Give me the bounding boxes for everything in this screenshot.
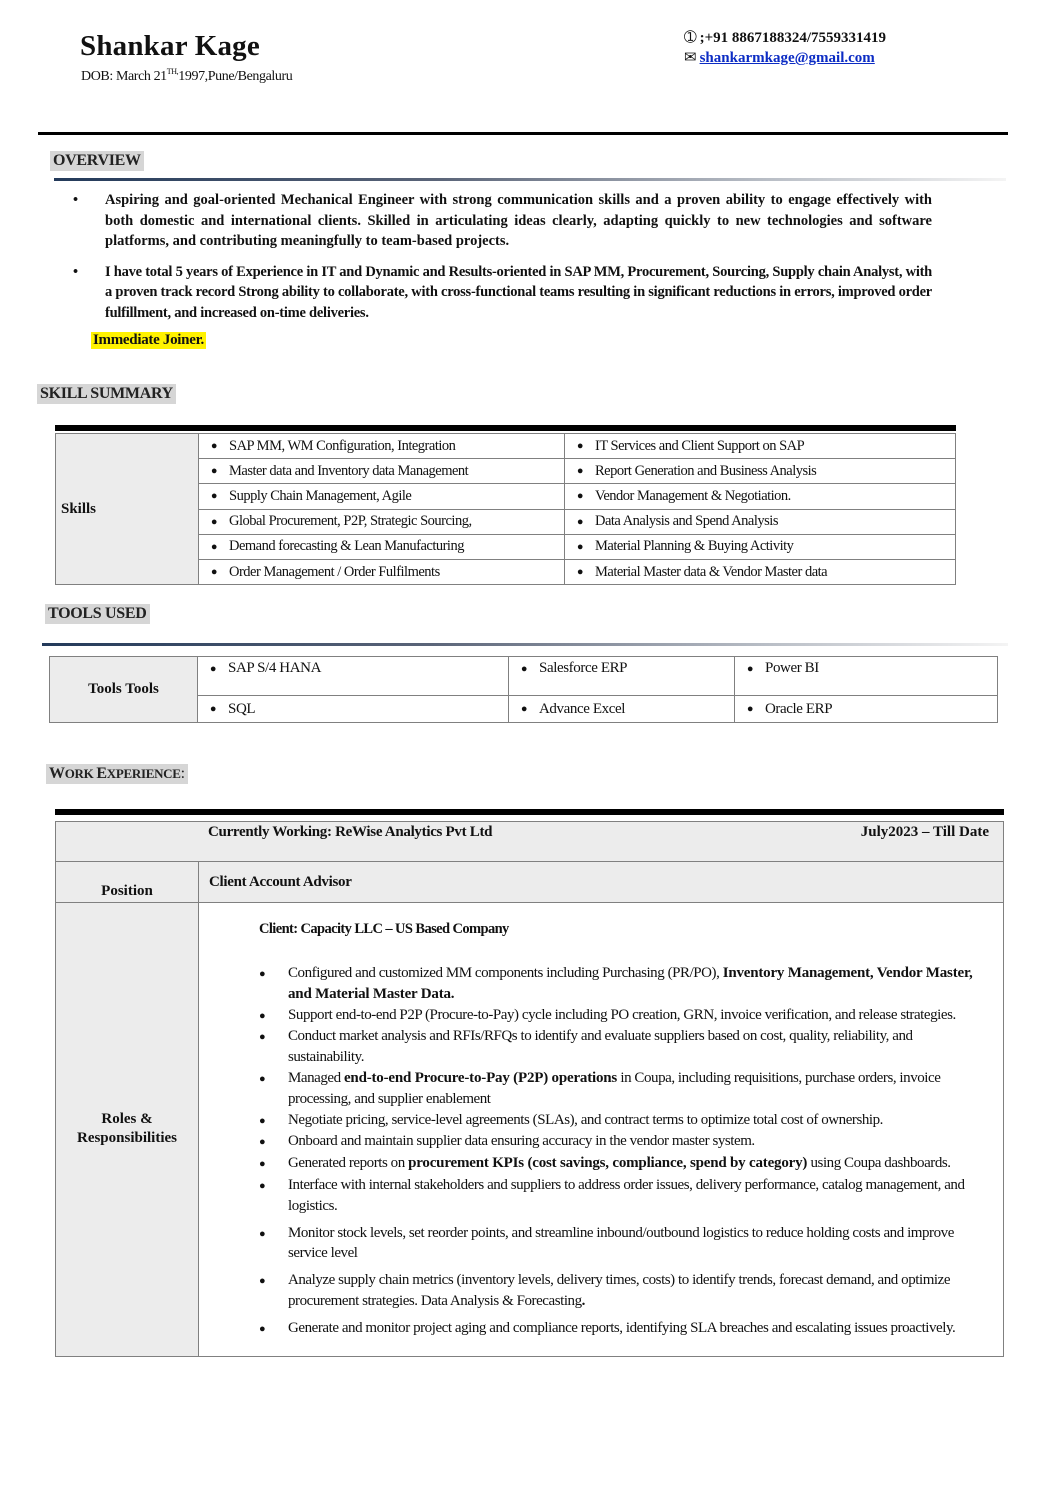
responsibility-text-part: Generated reports on (288, 1155, 409, 1172)
responsibility-text-part: using Coupa dashboards. (807, 1155, 951, 1172)
bullet-icon: • (73, 192, 79, 208)
responsibilities-list (259, 963, 973, 1340)
responsibility-text-part: Onboard and maintain supplier data ensuring accuracy in the vendor master system. (288, 1133, 755, 1150)
skill-text: Global Procurement, P2P, Strategic Sourcing, (229, 513, 472, 530)
skill-cell (199, 534, 565, 559)
heading-letter: E (96, 765, 107, 782)
skill-text: Material Planning & Buying Activity (595, 538, 794, 555)
skill-cell (199, 434, 565, 459)
phone-icon: ➀ (684, 30, 697, 46)
bullet-icon: ● (259, 1136, 266, 1149)
tool-text: SQL (228, 700, 256, 717)
responsibility-text-part: Interface with internal stakeholders and suppliers to address order issues, delivery performance, catalog management, and logistics. (288, 1176, 965, 1214)
responsibility-text-part: Managed (288, 1069, 344, 1086)
responsibility-text-part: Monitor stock levels, set reorder points, and streamline inbound/outbound logistics to reduce holding costs and improve service level (288, 1224, 954, 1262)
candidate-name: Shankar Kage (80, 30, 260, 62)
skills-table (55, 433, 956, 585)
responsibility-text-part: Support end-to-end P2P (Procure-to-Pay) cycle including PO creation, GRN, invoice verification, and release strategies. (288, 1006, 956, 1023)
contact-block (684, 28, 886, 68)
bullet-icon: ● (576, 440, 584, 453)
bullet-icon: ● (259, 1072, 266, 1085)
tools-label: Tools Tools (50, 657, 198, 723)
dob-prefix: DOB: March 21 (81, 69, 167, 84)
bullet-icon: ● (209, 662, 217, 675)
responsibility-text (288, 1153, 973, 1175)
responsibility-text (288, 1270, 973, 1312)
roles-label (56, 1110, 198, 1148)
bullet-icon: ● (259, 1179, 266, 1192)
responsibility-text-part: Configured and customized MM components including Purchasing (PR/PO), (288, 965, 723, 981)
responsibility-text (288, 963, 973, 1005)
roles-label-cell (56, 903, 199, 1357)
bullet-icon: ● (259, 1322, 266, 1335)
responsibility-text (288, 1026, 973, 1068)
position-row (56, 862, 1004, 903)
bullet-icon: ● (259, 1158, 266, 1171)
bullet-icon: ● (259, 1275, 266, 1288)
skill-cell (565, 459, 956, 484)
envelope-icon: ✉ (684, 50, 697, 66)
bullet-icon: ● (210, 465, 218, 478)
bullet-icon: ● (209, 703, 217, 715)
tools-table (49, 656, 998, 723)
availability-badge: Immediate Joiner. (93, 332, 204, 348)
phone-row (684, 28, 886, 48)
heading-part: ORK (64, 766, 97, 781)
skill-text: Vendor Management & Negotiation. (595, 487, 791, 504)
skill-cell (565, 434, 956, 459)
tools-heading: TOOLS USED (45, 604, 150, 624)
bullet-icon: ● (210, 490, 218, 503)
experience-rule (55, 809, 1004, 815)
skill-cell (199, 559, 565, 584)
overview-heading: OVERVIEW (50, 151, 144, 171)
dob-suffix: 1997,Pune/Bengaluru (178, 69, 293, 84)
tool-cell (198, 696, 509, 723)
email-row (684, 48, 886, 68)
responsibility-item (259, 1026, 973, 1068)
bullet-icon: ● (259, 1031, 266, 1044)
header-divider (38, 132, 1008, 135)
responsibility-bold-part: procurement KPIs (cost savings, compliance, spend by category) (408, 1155, 808, 1172)
responsibility-text (288, 1110, 973, 1132)
responsibility-text (288, 1068, 973, 1110)
skill-text: SAP MM, WM Configuration, Integration (229, 437, 456, 454)
date-of-birth-location (81, 69, 292, 85)
tool-text: SAP S/4 HANA (228, 660, 322, 676)
skill-text: Data Analysis and Spend Analysis (595, 513, 778, 530)
tool-text: Advance Excel (539, 700, 626, 717)
responsibility-item (259, 963, 973, 1005)
responsibility-text-part: Negotiate pricing, service-level agreements (SLAs), and contract terms to optimize total cost of ownership. (288, 1111, 883, 1128)
overview-item (70, 190, 932, 252)
skill-cell (565, 559, 956, 584)
experience-table (55, 821, 1004, 1357)
email-link[interactable]: shankarmkage@gmail.com (699, 50, 875, 66)
company-cell (56, 822, 1004, 862)
position-title: Client Account Advisor (199, 862, 1004, 903)
responsibility-text-part: in Coupa, including requisitions, purchase orders, invoice processing, and supplier enablement (288, 1069, 941, 1107)
skill-cell (565, 509, 956, 534)
skill-cell (199, 509, 565, 534)
skill-cell (199, 484, 565, 509)
responsibility-item (259, 1131, 973, 1153)
bullet-icon: ● (259, 1114, 266, 1127)
work-experience-heading (46, 764, 188, 784)
tool-cell (735, 657, 998, 696)
tools-row (50, 657, 998, 696)
bullet-icon: ● (259, 1227, 266, 1240)
responsibility-item (259, 1318, 973, 1340)
responsibility-text (288, 1175, 973, 1217)
responsibility-text (288, 1131, 973, 1153)
skill-cell (565, 484, 956, 509)
overview-rule (54, 178, 1006, 181)
phone-number: ;+91 8867188324/7559331419 (699, 30, 887, 46)
heading-colon: : (180, 765, 185, 782)
overview-list (70, 190, 932, 333)
bullet-icon: ● (259, 1009, 266, 1022)
skills-label: Skills (56, 434, 199, 585)
tool-text: Power BI (765, 660, 819, 676)
heading-part: XPERIENCE (106, 766, 181, 781)
responsibility-item (259, 1175, 973, 1217)
skill-cell (199, 459, 565, 484)
bullet-icon: ● (520, 662, 528, 675)
tools-rule (42, 643, 1008, 646)
responsibility-item (259, 1223, 973, 1265)
bullet-icon: ● (210, 515, 218, 528)
bullet-icon: ● (576, 515, 584, 528)
client-name: Client: Capacity LLC – US Based Company (259, 921, 509, 937)
responsibilities-row (56, 903, 1004, 1357)
responsibility-bold-part: end-to-end Procure-to-Pay (P2P) operations (343, 1069, 618, 1086)
tool-cell (735, 696, 998, 723)
skill-text: Report Generation and Business Analysis (595, 462, 817, 479)
heading-letter: W (49, 765, 65, 782)
overview-item (70, 262, 932, 324)
employment-dates: July2023 – Till Date (860, 824, 989, 840)
bullet-icon: ● (210, 440, 218, 453)
bullet-icon: ● (576, 490, 584, 503)
bullet-icon: ● (746, 662, 754, 675)
skill-text: Order Management / Order Fulfilments (229, 563, 440, 580)
position-label: Position (56, 862, 199, 903)
responsibility-text-part: Conduct market analysis and RFIs/RFQs to identify and evaluate suppliers based on cost, quality, reliability, and sustainability. (288, 1028, 913, 1066)
tool-cell (198, 657, 509, 696)
company-name: Currently Working: ReWise Analytics Pvt Ltd (208, 824, 493, 840)
bullet-icon: ● (576, 540, 584, 553)
bullet-icon: ● (210, 566, 218, 579)
skill-summary-heading: SKILL SUMMARY (37, 384, 176, 404)
skill-text: Supply Chain Management, Agile (229, 487, 412, 504)
overview-text: I have total 5 years of Experience in IT and Dynamic and Results-oriented in SAP MM, Procurement, Sourcing, Supply chain Analyst, with a proven track record Strong ability to collaborate, with cross-functional teams resulting in significant reductions in errors, improved order fulfillment, and increased on-time deliveries. (105, 263, 932, 321)
dob-superscript: TH, (166, 67, 179, 76)
bullet-icon: ● (576, 465, 584, 478)
responsibilities-cell (199, 903, 1004, 1357)
responsibility-item (259, 1270, 973, 1312)
bullet-icon: • (73, 263, 79, 280)
bullet-icon: ● (746, 703, 754, 715)
responsibility-bold-part: . (581, 1292, 586, 1309)
company-row (56, 822, 1004, 862)
responsibility-text (288, 1223, 973, 1265)
roles-label-line: Roles & (101, 1111, 153, 1128)
skill-text: Master data and Inventory data Management (229, 462, 469, 479)
tool-text: Oracle ERP (765, 700, 833, 717)
tool-text: Salesforce ERP (539, 660, 628, 676)
bullet-icon: ● (259, 968, 266, 980)
responsibility-text (288, 1005, 973, 1027)
skill-text: Demand forecasting & Lean Manufacturing (229, 538, 464, 555)
responsibility-bold-part: Inventory Management, Vendor Master, and Material Master Data. (288, 965, 973, 1002)
responsibility-item (259, 1153, 973, 1175)
responsibility-text (288, 1318, 973, 1340)
tool-cell (509, 696, 735, 723)
responsibility-text-part: Analyze supply chain metrics (inventory levels, delivery times, costs) to identify trends, forecast demand, and optimize procurement strategies. Data Analysis & Forecasting (288, 1272, 951, 1309)
overview-text: Aspiring and goal-oriented Mechanical Engineer with strong communication skills and a proven ability to engage effectively with both domestic and international clients. Skilled in articulating ideas clearly, adapting quickly to new technologies and software platforms, and contributing meaningfully to team-based projects. (105, 192, 932, 249)
responsibility-item (259, 1005, 973, 1027)
roles-label-line: Responsibilities (76, 1130, 178, 1147)
tool-cell (509, 657, 735, 696)
skill-text: IT Services and Client Support on SAP (595, 437, 805, 454)
responsibility-item (259, 1068, 973, 1110)
responsibility-item (259, 1110, 973, 1132)
skills-rule (55, 425, 956, 431)
bullet-icon: ● (210, 540, 218, 553)
skills-row (56, 434, 956, 459)
skill-cell (565, 534, 956, 559)
responsibility-text-part: Generate and monitor project aging and compliance reports, identifying SLA breaches and escalating issues proactively. (288, 1319, 956, 1336)
bullet-icon: ● (576, 566, 584, 579)
bullet-icon: ● (520, 703, 528, 715)
skill-text: Material Master data & Vendor Master data (595, 563, 828, 580)
